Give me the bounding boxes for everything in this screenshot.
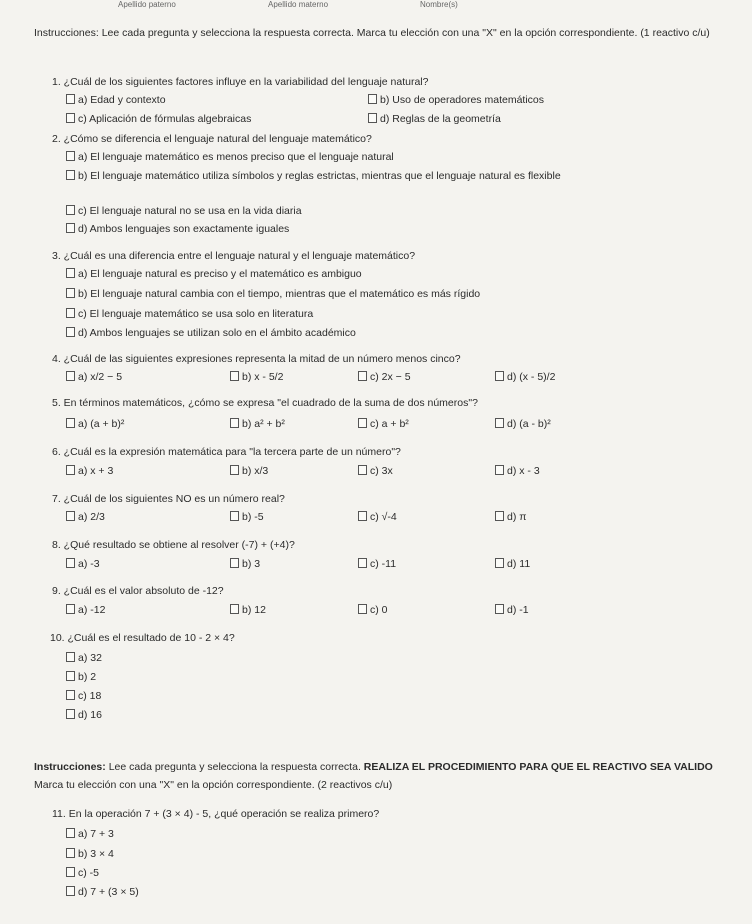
checkbox[interactable] bbox=[66, 223, 75, 233]
q7-option-a[interactable]: a) 2/3 bbox=[66, 511, 105, 524]
checkbox[interactable] bbox=[66, 327, 75, 337]
q3-option-b[interactable]: b) El lenguaje natural cambia con el tiempo, mientras que el matemático es más rígido bbox=[66, 288, 480, 301]
checkbox[interactable] bbox=[495, 604, 504, 614]
q2-option-b[interactable]: b) El lenguaje matemático utiliza símbolos y reglas estrictas, mientras que el lenguaje natural es flexible bbox=[66, 168, 686, 185]
q4-option-b[interactable]: b) x - 5/2 bbox=[230, 371, 283, 384]
q9-option-c[interactable]: c) 0 bbox=[358, 604, 388, 617]
question-3-prompt: 3. ¿Cuál es una diferencia entre el lenguaje natural y el lenguaje matemático? bbox=[52, 250, 416, 262]
checkbox[interactable] bbox=[66, 113, 75, 123]
checkbox[interactable] bbox=[66, 671, 75, 681]
q8-option-a[interactable]: a) -3 bbox=[66, 558, 100, 571]
question-6-prompt: 6. ¿Cuál es la expresión matemática para "la tercera parte de un número"? bbox=[52, 446, 401, 458]
q5-option-a[interactable]: a) (a + b)² bbox=[66, 418, 124, 431]
checkbox[interactable] bbox=[66, 170, 75, 180]
checkbox[interactable] bbox=[66, 288, 75, 298]
question-4-prompt: 4. ¿Cuál de las siguientes expresiones representa la mitad de un número menos cinco? bbox=[52, 353, 461, 365]
instructions-1-label: Instrucciones: bbox=[34, 27, 99, 39]
checkbox[interactable] bbox=[230, 511, 239, 521]
q6-option-d[interactable]: d) x - 3 bbox=[495, 465, 540, 478]
q8-option-b[interactable]: b) 3 bbox=[230, 558, 260, 571]
q9-option-a[interactable]: a) -12 bbox=[66, 604, 105, 617]
q11-option-b[interactable]: b) 3 × 4 bbox=[66, 848, 114, 861]
checkbox[interactable] bbox=[66, 371, 75, 381]
instructions-1 bbox=[34, 25, 724, 41]
q7-option-c[interactable]: c) √-4 bbox=[358, 511, 397, 524]
instructions-2-bold: REALIZA EL PROCEDIMIENTO PARA QUE EL REACTIVO SEA VALIDO bbox=[363, 761, 713, 773]
q10-option-d[interactable]: d) 16 bbox=[66, 709, 102, 722]
q6-option-c[interactable]: c) 3x bbox=[358, 465, 393, 478]
q6-option-a[interactable]: a) x + 3 bbox=[66, 465, 113, 478]
q3-option-d[interactable]: d) Ambos lenguajes se utilizan solo en el ámbito académico bbox=[66, 327, 356, 340]
checkbox[interactable] bbox=[66, 709, 75, 719]
q2-option-c[interactable]: c) El lenguaje natural no se usa en la vida diaria bbox=[66, 205, 302, 218]
checkbox[interactable] bbox=[66, 828, 75, 838]
q9-option-d[interactable]: d) -1 bbox=[495, 604, 529, 617]
checkbox[interactable] bbox=[495, 418, 504, 428]
checkbox[interactable] bbox=[230, 465, 239, 475]
checkbox[interactable] bbox=[66, 848, 75, 858]
q5-option-d[interactable]: d) (a - b)² bbox=[495, 418, 551, 431]
q8-option-c[interactable]: c) -11 bbox=[358, 558, 396, 571]
checkbox[interactable] bbox=[66, 652, 75, 662]
apellido-materno-label: Apellido materno bbox=[268, 0, 329, 9]
q1-option-a[interactable]: a) Edad y contexto bbox=[66, 94, 166, 107]
q10-option-a[interactable]: a) 32 bbox=[66, 652, 102, 665]
q2-option-d[interactable]: d) Ambos lenguajes son exactamente iguales bbox=[66, 223, 289, 236]
apellido-paterno-label: Apellido paterno bbox=[118, 0, 176, 9]
checkbox[interactable] bbox=[358, 371, 367, 381]
checkbox[interactable] bbox=[230, 371, 239, 381]
checkbox[interactable] bbox=[66, 511, 75, 521]
question-10-prompt: 10. ¿Cuál es el resultado de 10 - 2 × 4? bbox=[50, 632, 235, 644]
checkbox[interactable] bbox=[66, 151, 75, 161]
q9-option-b[interactable]: b) 12 bbox=[230, 604, 266, 617]
instructions-2-rest: Marca tu elección con una "X" en la opción correspondiente. (2 reactivos c/u) bbox=[34, 779, 393, 791]
question-9-prompt: 9. ¿Cuál es el valor absoluto de -12? bbox=[52, 585, 224, 597]
checkbox[interactable] bbox=[368, 113, 377, 123]
checkbox[interactable] bbox=[358, 604, 367, 614]
checkbox[interactable] bbox=[66, 418, 75, 428]
q4-option-a[interactable]: a) x/2 − 5 bbox=[66, 371, 122, 384]
checkbox[interactable] bbox=[368, 94, 377, 104]
checkbox[interactable] bbox=[358, 511, 367, 521]
q3-option-a[interactable]: a) El lenguaje natural es preciso y el matemático es ambiguo bbox=[66, 268, 362, 281]
q3-option-c[interactable]: c) El lenguaje matemático se usa solo en literatura bbox=[66, 308, 313, 321]
question-1-prompt: 1. ¿Cuál de los siguientes factores influye en la variabilidad del lenguaje natural? bbox=[52, 76, 429, 88]
checkbox[interactable] bbox=[495, 511, 504, 521]
q7-option-d[interactable]: d) π bbox=[495, 511, 527, 524]
checkbox[interactable] bbox=[66, 308, 75, 318]
checkbox[interactable] bbox=[230, 558, 239, 568]
checkbox[interactable] bbox=[495, 371, 504, 381]
q10-option-b[interactable]: b) 2 bbox=[66, 671, 96, 684]
name-header bbox=[0, 0, 752, 12]
instructions-2-text: Lee cada pregunta y selecciona la respuesta correcta. bbox=[108, 761, 361, 773]
q10-option-c[interactable]: c) 18 bbox=[66, 690, 101, 703]
q1-option-d[interactable]: d) Reglas de la geometría bbox=[368, 113, 501, 126]
q2-option-a[interactable]: a) El lenguaje matemático es menos preciso que el lenguaje natural bbox=[66, 151, 394, 164]
checkbox[interactable] bbox=[230, 418, 239, 428]
checkbox[interactable] bbox=[495, 558, 504, 568]
q8-option-d[interactable]: d) 11 bbox=[495, 558, 530, 571]
question-5-prompt: 5. En términos matemáticos, ¿cómo se expresa "el cuadrado de la suma de dos números"? bbox=[52, 397, 478, 409]
checkbox[interactable] bbox=[66, 886, 75, 896]
q11-option-d[interactable]: d) 7 + (3 × 5) bbox=[66, 886, 139, 899]
checkbox[interactable] bbox=[358, 418, 367, 428]
q11-option-c[interactable]: c) -5 bbox=[66, 867, 99, 880]
checkbox[interactable] bbox=[66, 867, 75, 877]
checkbox[interactable] bbox=[66, 690, 75, 700]
q4-option-d[interactable]: d) (x - 5)/2 bbox=[495, 371, 555, 384]
question-7-prompt: 7. ¿Cuál de los siguientes NO es un número real? bbox=[52, 493, 285, 505]
nombre-label: Nombre(s) bbox=[420, 0, 458, 9]
q4-option-c[interactable]: c) 2x − 5 bbox=[358, 371, 411, 384]
checkbox[interactable] bbox=[495, 465, 504, 475]
q11-option-a[interactable]: a) 7 + 3 bbox=[66, 828, 114, 841]
instructions-2 bbox=[34, 758, 714, 794]
question-11-prompt: 11. En la operación 7 + (3 × 4) - 5, ¿qué operación se realiza primero? bbox=[52, 808, 380, 820]
instructions-2-label: Instrucciones: bbox=[34, 761, 106, 773]
q6-option-b[interactable]: b) x/3 bbox=[230, 465, 268, 478]
checkbox[interactable] bbox=[66, 558, 75, 568]
checkbox[interactable] bbox=[66, 268, 75, 278]
checkbox[interactable] bbox=[358, 465, 367, 475]
q1-option-b[interactable]: b) Uso de operadores matemáticos bbox=[368, 94, 544, 107]
checkbox[interactable] bbox=[66, 465, 75, 475]
checkbox[interactable] bbox=[66, 94, 75, 104]
q5-option-c[interactable]: c) a + b² bbox=[358, 418, 409, 431]
q7-option-b[interactable]: b) -5 bbox=[230, 511, 264, 524]
question-8-prompt: 8. ¿Qué resultado se obtiene al resolver (-7) + (+4)? bbox=[52, 539, 295, 551]
checkbox[interactable] bbox=[66, 205, 75, 215]
q1-option-c[interactable]: c) Aplicación de fórmulas algebraicas bbox=[66, 113, 251, 126]
q5-option-b[interactable]: b) a² + b² bbox=[230, 418, 285, 431]
checkbox[interactable] bbox=[66, 604, 75, 614]
question-2-prompt: 2. ¿Cómo se diferencia el lenguaje natural del lenguaje matemático? bbox=[52, 133, 372, 145]
instructions-1-text: Lee cada pregunta y selecciona la respuesta correcta. Marca tu elección con una "X" en la opción correspondiente. (1 reactivo c/u) bbox=[101, 27, 710, 39]
checkbox[interactable] bbox=[230, 604, 239, 614]
checkbox[interactable] bbox=[358, 558, 367, 568]
